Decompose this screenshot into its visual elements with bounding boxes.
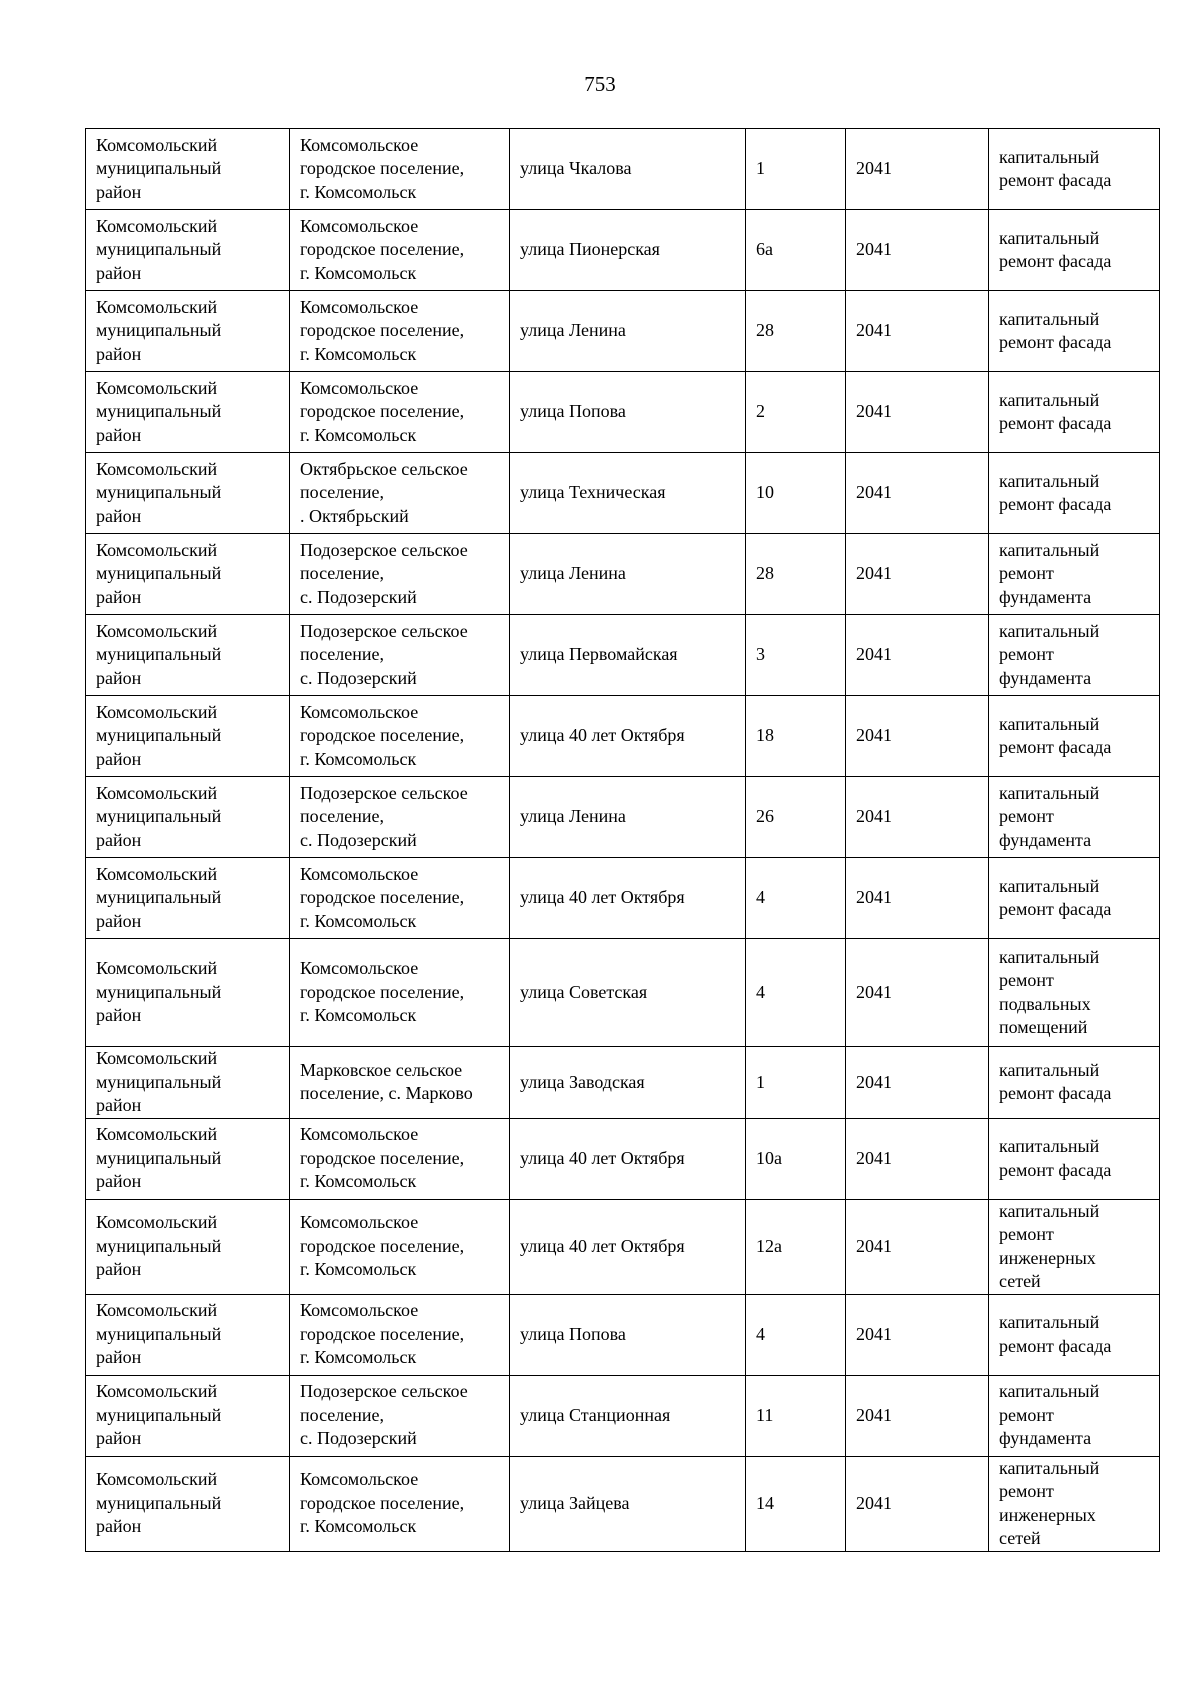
street-cell: улица Пионерская xyxy=(510,210,746,291)
settlement-cell xyxy=(290,1456,510,1551)
district-cell-line: Комсомольский xyxy=(96,958,218,979)
settlement-cell-line: городское поселение, xyxy=(300,1147,465,1168)
district-cell xyxy=(86,1375,290,1456)
house-number-cell: 3 xyxy=(746,615,846,696)
work-type-cell-line: фундамента xyxy=(999,1428,1092,1449)
settlement-cell xyxy=(290,372,510,453)
year-cell: 2041 xyxy=(846,1375,989,1456)
house-number-cell: 4 xyxy=(746,1294,846,1375)
street-cell: улица Советская xyxy=(510,939,746,1047)
district-cell-line: муниципальный xyxy=(96,725,222,746)
work-type-cell xyxy=(989,1047,1160,1119)
work-type-cell-line: ремонт фасада xyxy=(999,899,1112,919)
work-type-cell-line: ремонт фасада xyxy=(999,1335,1112,1356)
settlement-cell-line: г. Комсомольск xyxy=(300,343,417,364)
house-number-cell: 1 xyxy=(746,1047,846,1119)
table-row xyxy=(86,1294,1160,1375)
settlement-cell xyxy=(290,1047,510,1119)
work-type-cell-line: инженерных xyxy=(999,1247,1096,1268)
work-type-cell xyxy=(989,939,1160,1047)
work-type-cell xyxy=(989,1118,1160,1199)
work-type-cell-line: ремонт xyxy=(999,1481,1054,1501)
street-cell: улица Заводская xyxy=(510,1047,746,1119)
settlement-cell-line: Комсомольское xyxy=(300,377,419,398)
settlement-cell-line: Марковское сельское xyxy=(300,1059,463,1080)
district-cell-line: Комсомольский xyxy=(96,1381,218,1402)
work-type-cell-line: капитальный xyxy=(999,308,1100,329)
district-cell xyxy=(86,372,290,453)
work-type-cell xyxy=(989,777,1160,858)
table-row xyxy=(86,210,1160,291)
work-type-cell-line: ремонт xyxy=(999,1224,1054,1244)
district-cell-line: район xyxy=(96,748,142,769)
table-row xyxy=(86,1456,1160,1551)
street-cell: улица Попова xyxy=(510,1294,746,1375)
district-cell-line: Комсомольский xyxy=(96,701,218,722)
district-cell-line: Комсомольский xyxy=(96,1300,218,1321)
district-cell-line: Комсомольский xyxy=(96,458,218,479)
street-cell: улица Ленина xyxy=(510,534,746,615)
district-cell-line: Комсомольский xyxy=(96,620,218,641)
work-type-cell-line: капитальный xyxy=(999,539,1100,560)
settlement-cell xyxy=(290,858,510,939)
year-cell: 2041 xyxy=(846,372,989,453)
settlement-cell-line: городское поселение, xyxy=(300,1235,465,1256)
year-cell: 2041 xyxy=(846,1294,989,1375)
district-cell-line: муниципальный xyxy=(96,158,222,179)
settlement-cell-line: городское поселение, xyxy=(300,158,465,179)
district-cell-line: муниципальный xyxy=(96,401,222,422)
year-cell: 2041 xyxy=(846,858,989,939)
district-cell-line: район xyxy=(96,1005,142,1026)
settlement-cell-line: Комсомольское xyxy=(300,1300,419,1321)
year-cell: 2041 xyxy=(846,534,989,615)
year-cell: 2041 xyxy=(846,615,989,696)
table-body xyxy=(86,129,1160,1552)
settlement-cell-line: городское поселение, xyxy=(300,1492,465,1513)
street-cell: улица Попова xyxy=(510,372,746,453)
settlement-cell xyxy=(290,1118,510,1199)
street-cell: улица Ленина xyxy=(510,291,746,372)
settlement-cell xyxy=(290,615,510,696)
district-cell-line: Комсомольский xyxy=(96,782,218,803)
settlement-cell-line: г. Комсомольск xyxy=(300,1516,417,1537)
district-cell-line: Комсомольский xyxy=(96,134,218,155)
district-cell-line: Комсомольский xyxy=(96,1469,218,1490)
settlement-cell-line: Комсомольское xyxy=(300,701,419,722)
settlement-cell-line: Комсомольское xyxy=(300,1124,419,1145)
settlement-cell-line: г. Комсомольск xyxy=(300,1005,417,1026)
house-number-cell: 28 xyxy=(746,291,846,372)
work-type-cell-line: фундамента xyxy=(999,586,1092,607)
work-type-cell xyxy=(989,372,1160,453)
work-type-cell-line: ремонт фасада xyxy=(999,737,1112,757)
district-cell xyxy=(86,129,290,210)
work-type-cell-line: капитальный xyxy=(999,389,1100,410)
table-row xyxy=(86,534,1160,615)
work-type-cell xyxy=(989,453,1160,534)
settlement-cell xyxy=(290,696,510,777)
house-number-cell: 1 xyxy=(746,129,846,210)
work-type-cell xyxy=(989,1456,1160,1551)
work-type-cell-line: ремонт фасада xyxy=(999,332,1112,352)
district-cell-line: район xyxy=(96,910,142,931)
settlement-cell-line: городское поселение, xyxy=(300,887,465,908)
district-cell-line: муниципальный xyxy=(96,1404,222,1425)
work-type-cell xyxy=(989,534,1160,615)
settlement-cell-line: городское поселение, xyxy=(300,725,465,746)
district-cell-line: муниципальный xyxy=(96,1147,222,1168)
street-cell: улица 40 лет Октября xyxy=(510,858,746,939)
year-cell: 2041 xyxy=(846,1118,989,1199)
district-cell-line: район xyxy=(96,181,142,202)
district-cell-line: район xyxy=(96,586,142,607)
settlement-cell-line: Подозерское сельское xyxy=(300,539,468,560)
district-cell-line: район xyxy=(96,1428,142,1449)
district-cell xyxy=(86,939,290,1047)
house-number-cell: 12а xyxy=(746,1199,846,1294)
work-type-cell xyxy=(989,1294,1160,1375)
work-type-cell-line: капитальный xyxy=(999,146,1100,167)
settlement-cell-line: поселение, xyxy=(300,806,385,827)
house-number-cell: 26 xyxy=(746,777,846,858)
district-cell-line: район xyxy=(96,262,142,283)
settlement-cell-line: г. Комсомольск xyxy=(300,424,417,445)
street-cell: улица 40 лет Октября xyxy=(510,1199,746,1294)
district-cell-line: район xyxy=(96,343,142,364)
settlement-cell-line: Комсомольское xyxy=(300,1212,419,1233)
settlement-cell xyxy=(290,1199,510,1294)
settlement-cell-line: г. Комсомольск xyxy=(300,262,417,283)
work-type-cell xyxy=(989,696,1160,777)
work-type-cell-line: ремонт xyxy=(999,563,1054,584)
district-cell-line: муниципальный xyxy=(96,887,222,908)
street-cell: улица Станционная xyxy=(510,1375,746,1456)
settlement-cell-line: г. Комсомольск xyxy=(300,910,417,931)
settlement-cell-line: Комсомольское xyxy=(300,134,419,155)
settlement-cell xyxy=(290,453,510,534)
district-cell-line: район xyxy=(96,1095,142,1115)
table-row xyxy=(86,1375,1160,1456)
work-type-cell xyxy=(989,858,1160,939)
settlement-cell xyxy=(290,939,510,1047)
district-cell xyxy=(86,534,290,615)
house-number-cell: 6а xyxy=(746,210,846,291)
work-type-cell-line: инженерных xyxy=(999,1504,1096,1525)
work-type-cell-line: капитальный xyxy=(999,227,1100,248)
table-row xyxy=(86,372,1160,453)
year-cell: 2041 xyxy=(846,453,989,534)
year-cell: 2041 xyxy=(846,939,989,1047)
work-type-cell-line: капитальный xyxy=(999,1457,1100,1478)
settlement-cell-line: Комсомольское xyxy=(300,958,419,979)
table-row xyxy=(86,1118,1160,1199)
house-number-cell: 4 xyxy=(746,939,846,1047)
work-type-cell-line: капитальный xyxy=(999,782,1100,803)
year-cell: 2041 xyxy=(846,1047,989,1119)
settlement-cell-line: . Октябрьский xyxy=(300,505,409,526)
work-type-cell-line: ремонт фасада xyxy=(999,1083,1112,1104)
table-row xyxy=(86,696,1160,777)
district-cell-line: муниципальный xyxy=(96,644,222,665)
year-cell: 2041 xyxy=(846,1456,989,1551)
table-row xyxy=(86,615,1160,696)
work-type-cell-line: капитальный xyxy=(999,1312,1100,1332)
settlement-cell-line: Комсомольское xyxy=(300,1469,419,1490)
district-cell-line: муниципальный xyxy=(96,1235,222,1256)
work-type-cell-line: ремонт xyxy=(999,644,1054,665)
work-type-cell-line: ремонт xyxy=(999,970,1054,990)
settlement-cell-line: г. Комсомольск xyxy=(300,1259,417,1280)
table-row xyxy=(86,939,1160,1047)
settlement-cell-line: Комсомольское xyxy=(300,296,419,317)
page-number: 753 xyxy=(584,72,616,96)
district-cell-line: Комсомольский xyxy=(96,1048,218,1068)
house-number-cell: 11 xyxy=(746,1375,846,1456)
district-cell-line: муниципальный xyxy=(96,320,222,341)
work-type-cell-line: капитальный xyxy=(999,1200,1100,1221)
district-cell-line: муниципальный xyxy=(96,239,222,260)
table-row xyxy=(86,858,1160,939)
settlement-cell xyxy=(290,291,510,372)
district-cell-line: Комсомольский xyxy=(96,296,218,317)
settlement-cell-line: г. Комсомольск xyxy=(300,1171,417,1192)
house-number-cell: 14 xyxy=(746,1456,846,1551)
table-row xyxy=(86,1047,1160,1119)
district-cell-line: район xyxy=(96,829,142,850)
work-type-cell xyxy=(989,129,1160,210)
settlement-cell-line: поселение, xyxy=(300,644,385,665)
house-number-cell: 10 xyxy=(746,453,846,534)
settlement-cell-line: с. Подозерский xyxy=(300,1428,417,1449)
work-type-cell-line: фундамента xyxy=(999,667,1092,688)
table-row xyxy=(86,291,1160,372)
settlement-cell-line: поселение, xyxy=(300,1404,385,1425)
work-type-cell-line: капитальный xyxy=(999,1381,1100,1402)
table-row xyxy=(86,777,1160,858)
district-cell xyxy=(86,1456,290,1551)
year-cell: 2041 xyxy=(846,291,989,372)
district-cell-line: муниципальный xyxy=(96,1323,222,1344)
work-type-cell-line: ремонт фасада xyxy=(999,413,1112,433)
district-cell-line: муниципальный xyxy=(96,482,222,503)
settlement-cell-line: Подозерское сельское xyxy=(300,782,468,803)
work-type-cell-line: капитальный xyxy=(999,946,1100,967)
district-cell xyxy=(86,696,290,777)
district-cell-line: муниципальный xyxy=(96,1492,222,1513)
work-type-cell-line: капитальный xyxy=(999,620,1100,641)
district-cell xyxy=(86,858,290,939)
street-cell: улица Чкалова xyxy=(510,129,746,210)
table-row xyxy=(86,453,1160,534)
settlement-cell-line: Подозерское сельское xyxy=(300,1381,468,1402)
district-cell xyxy=(86,1199,290,1294)
settlement-cell xyxy=(290,129,510,210)
district-cell-line: Комсомольский xyxy=(96,1124,218,1145)
district-cell-line: район xyxy=(96,424,142,445)
district-cell-line: Комсомольский xyxy=(96,1212,218,1233)
table-row xyxy=(86,129,1160,210)
work-type-cell xyxy=(989,1199,1160,1294)
district-cell-line: Комсомольский xyxy=(96,863,218,884)
house-number-cell: 4 xyxy=(746,858,846,939)
district-cell xyxy=(86,453,290,534)
street-cell: улица 40 лет Октября xyxy=(510,1118,746,1199)
house-number-cell: 28 xyxy=(746,534,846,615)
district-cell-line: муниципальный xyxy=(96,806,222,827)
work-type-cell xyxy=(989,615,1160,696)
work-type-cell-line: ремонт фасада xyxy=(999,170,1112,190)
settlement-cell-line: Комсомольское xyxy=(300,863,419,884)
house-number-cell: 10а xyxy=(746,1118,846,1199)
house-number-cell: 18 xyxy=(746,696,846,777)
district-cell-line: район xyxy=(96,1259,142,1280)
year-cell: 2041 xyxy=(846,129,989,210)
year-cell: 2041 xyxy=(846,696,989,777)
work-type-cell xyxy=(989,1375,1160,1456)
work-type-cell-line: фундамента xyxy=(999,829,1092,850)
settlement-cell-line: городское поселение, xyxy=(300,320,465,341)
work-type-cell-line: ремонт xyxy=(999,1404,1054,1425)
settlement-cell-line: с. Подозерский xyxy=(300,667,417,688)
street-cell: улица Техническая xyxy=(510,453,746,534)
street-cell: улица 40 лет Октября xyxy=(510,696,746,777)
district-cell-line: район xyxy=(96,505,142,526)
work-type-cell-line: ремонт фасада xyxy=(999,1159,1112,1180)
district-cell xyxy=(86,777,290,858)
year-cell: 2041 xyxy=(846,1199,989,1294)
district-cell-line: район xyxy=(96,1347,142,1368)
settlement-cell-line: городское поселение, xyxy=(300,981,465,1002)
work-type-cell-line: сетей xyxy=(999,1271,1041,1291)
work-type-cell-line: капитальный xyxy=(999,713,1100,734)
street-cell: улица Ленина xyxy=(510,777,746,858)
district-cell-line: Комсомольский xyxy=(96,215,218,236)
work-type-cell-line: капитальный xyxy=(999,875,1100,896)
settlement-cell-line: городское поселение, xyxy=(300,1323,465,1344)
settlement-cell-line: городское поселение, xyxy=(300,401,465,422)
street-cell: улица Первомайская xyxy=(510,615,746,696)
year-cell: 2041 xyxy=(846,210,989,291)
settlement-cell-line: поселение, с. Марково xyxy=(300,1083,473,1104)
work-type-cell-line: капитальный xyxy=(999,470,1100,491)
work-type-cell-line: ремонт фасада xyxy=(999,251,1112,271)
settlement-cell-line: г. Комсомольск xyxy=(300,1347,417,1368)
settlement-cell-line: городское поселение, xyxy=(300,239,465,260)
settlement-cell-line: поселение, xyxy=(300,563,385,584)
district-cell-line: район xyxy=(96,1516,142,1537)
settlement-cell-line: Октябрьское сельское xyxy=(300,458,468,479)
district-cell-line: муниципальный xyxy=(96,1071,222,1092)
work-type-cell-line: ремонт xyxy=(999,806,1054,827)
settlement-cell-line: Комсомольское xyxy=(300,215,419,236)
work-type-cell xyxy=(989,210,1160,291)
district-cell xyxy=(86,1118,290,1199)
district-cell-line: Комсомольский xyxy=(96,377,218,398)
district-cell xyxy=(86,1047,290,1119)
district-cell-line: муниципальный xyxy=(96,563,222,584)
district-cell-line: муниципальный xyxy=(96,981,222,1002)
settlement-cell xyxy=(290,534,510,615)
district-cell xyxy=(86,615,290,696)
settlement-cell xyxy=(290,777,510,858)
district-cell xyxy=(86,210,290,291)
street-cell: улица Зайцева xyxy=(510,1456,746,1551)
work-type-cell-line: капитальный xyxy=(999,1136,1100,1156)
settlement-cell xyxy=(290,1294,510,1375)
district-cell-line: район xyxy=(96,1171,142,1192)
district-cell-line: Комсомольский xyxy=(96,539,218,560)
house-number-cell: 2 xyxy=(746,372,846,453)
settlement-cell-line: Подозерское сельское xyxy=(300,620,468,641)
table-row xyxy=(86,1199,1160,1294)
settlement-cell-line: поселение, xyxy=(300,482,385,503)
work-type-cell-line: подвальных xyxy=(999,993,1091,1014)
year-cell: 2041 xyxy=(846,777,989,858)
settlement-cell-line: с. Подозерский xyxy=(300,586,417,607)
settlement-cell xyxy=(290,1375,510,1456)
district-cell-line: район xyxy=(96,667,142,688)
district-cell xyxy=(86,291,290,372)
work-type-cell-line: сетей xyxy=(999,1528,1041,1548)
repair-schedule-table xyxy=(85,128,1160,1552)
settlement-cell xyxy=(290,210,510,291)
settlement-cell-line: с. Подозерский xyxy=(300,829,417,850)
settlement-cell-line: г. Комсомольск xyxy=(300,181,417,202)
work-type-cell-line: помещений xyxy=(999,1017,1088,1037)
work-type-cell-line: ремонт фасада xyxy=(999,494,1112,514)
work-type-cell xyxy=(989,291,1160,372)
district-cell xyxy=(86,1294,290,1375)
settlement-cell-line: г. Комсомольск xyxy=(300,748,417,769)
work-type-cell-line: капитальный xyxy=(999,1059,1100,1080)
